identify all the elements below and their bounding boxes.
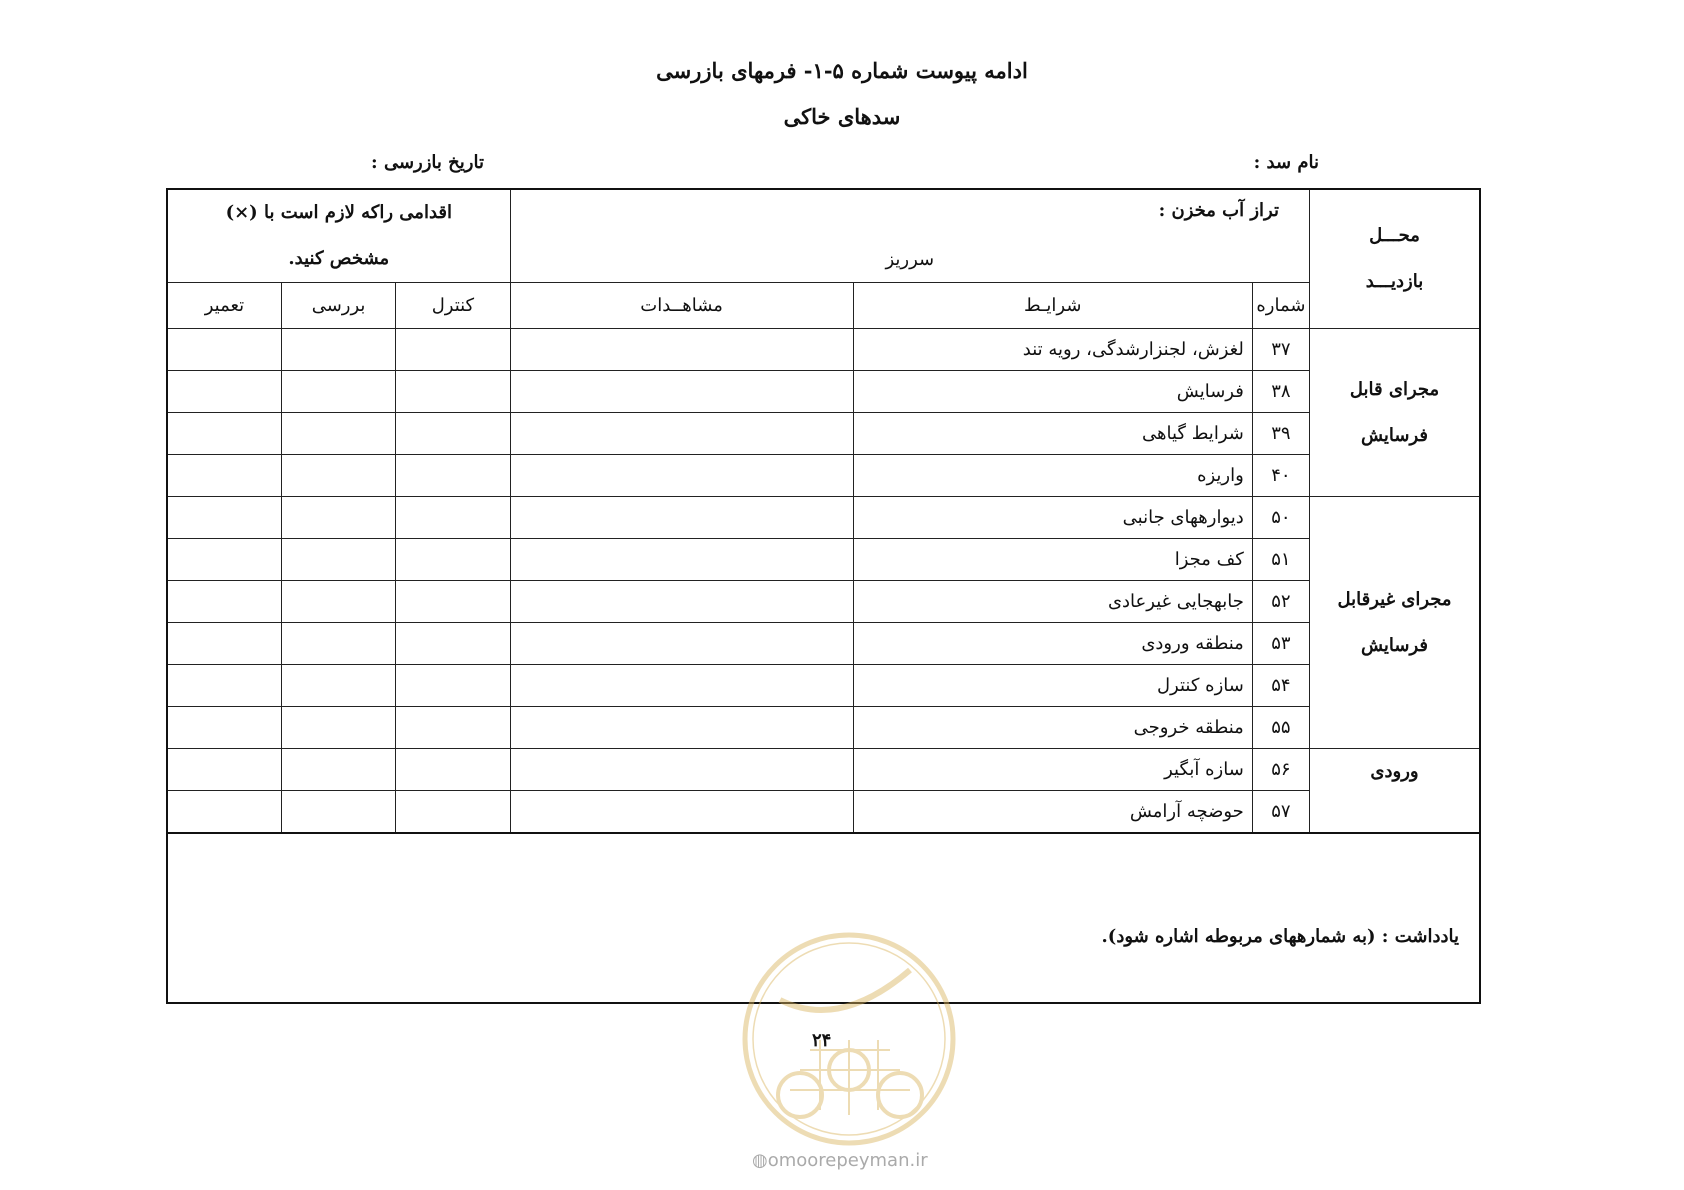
page-subtitle: سدهای خاکی [783,104,901,129]
col-number: شماره [1252,283,1309,329]
row-condition: واریزه [853,455,1252,497]
repair-cell[interactable] [167,413,281,455]
row-condition: لغزش، لجنزارشدگی، رویه تند [853,329,1252,371]
review-cell[interactable] [281,749,395,791]
review-cell[interactable] [281,707,395,749]
row-condition: سازه کنترل [853,665,1252,707]
row-condition: شرایط گیاهی [853,413,1252,455]
observations-cell[interactable] [510,539,853,581]
table-row [167,623,1480,665]
review-cell[interactable] [281,623,395,665]
location-cell: ورودی [1310,749,1481,833]
col-review: بررسی [281,283,395,329]
observations-cell[interactable] [510,329,853,371]
observations-cell[interactable] [510,413,853,455]
watermark-url: ◍omoorepeyman.ir [752,1150,928,1171]
observations-cell[interactable] [510,749,853,791]
repair-cell[interactable] [167,665,281,707]
row-condition: دیوارههای جانبی [853,497,1252,539]
row-condition: منطقه خروجی [853,707,1252,749]
observations-cell[interactable] [510,623,853,665]
control-cell[interactable] [396,329,510,371]
row-number: ۳۹ [1252,413,1309,455]
inspection-date-label: تاریخ بازرسی : [371,152,484,173]
control-cell[interactable] [396,539,510,581]
location-header: محـــل بازدیـــد [1310,189,1481,329]
row-condition: جابهجایی غیرعادی [853,581,1252,623]
col-condition: شرایـط [853,283,1252,329]
row-number: ۵۲ [1252,581,1309,623]
repair-cell[interactable] [167,329,281,371]
page-title: ادامه پیوست شماره ۵-۱- فرمهای بازرسی [656,58,1028,83]
review-cell[interactable] [281,329,395,371]
control-cell[interactable] [396,581,510,623]
row-number: ۵۷ [1252,791,1309,833]
row-number: ۵۰ [1252,497,1309,539]
location-cell: مجرای قابل فرسایش [1310,329,1481,497]
inspection-table [166,188,1481,834]
row-condition: کف مجزا [853,539,1252,581]
table-row [167,497,1480,539]
repair-cell[interactable] [167,749,281,791]
control-cell[interactable] [396,749,510,791]
observations-cell[interactable] [510,665,853,707]
control-cell[interactable] [396,455,510,497]
col-observations: مشاهــدات [510,283,853,329]
row-condition: فرسایش [853,371,1252,413]
table-row [167,329,1480,371]
action-header: اقدامی راکه لازم است با (×) مشخص کنید. [167,189,510,283]
repair-cell[interactable] [167,707,281,749]
table-row [167,413,1480,455]
control-cell[interactable] [396,707,510,749]
section-title: سرریز [510,236,1309,282]
row-number: ۵۱ [1252,539,1309,581]
repair-cell[interactable] [167,539,281,581]
table-row [167,665,1480,707]
row-number: ۵۶ [1252,749,1309,791]
review-cell[interactable] [281,371,395,413]
repair-cell[interactable] [167,455,281,497]
repair-cell[interactable] [167,371,281,413]
observations-cell[interactable] [510,497,853,539]
review-cell[interactable] [281,497,395,539]
review-cell[interactable] [281,581,395,623]
row-number: ۳۷ [1252,329,1309,371]
globe-icon: ◍ [752,1150,768,1171]
table-row [167,371,1480,413]
table-row [167,539,1480,581]
note-label: یادداشت : (به شمارههای مربوطه اشاره شود). [1101,926,1459,947]
control-cell[interactable] [396,413,510,455]
review-cell[interactable] [281,455,395,497]
observations-cell[interactable] [510,581,853,623]
row-number: ۳۸ [1252,371,1309,413]
review-cell[interactable] [281,539,395,581]
row-condition: منطقه ورودی [853,623,1252,665]
dam-name-label: نام سد : [1253,152,1319,173]
control-cell[interactable] [396,497,510,539]
table-row [167,749,1480,791]
location-cell: مجرای غیرقابل فرسایش [1310,497,1481,749]
reservoir-level-label: تراز آب مخزن : [510,189,1309,236]
row-condition: سازه آبگیر [853,749,1252,791]
page-number: ۲۴ [812,1030,832,1051]
col-repair: تعمیر [167,283,281,329]
control-cell[interactable] [396,623,510,665]
repair-cell[interactable] [167,581,281,623]
row-number: ۵۳ [1252,623,1309,665]
observations-cell[interactable] [510,707,853,749]
table-row [167,707,1480,749]
control-cell[interactable] [396,371,510,413]
table-row [167,455,1480,497]
observations-cell[interactable] [510,371,853,413]
review-cell[interactable] [281,665,395,707]
row-number: ۴۰ [1252,455,1309,497]
row-condition: حوضچه آرامش [853,791,1252,833]
repair-cell[interactable] [167,623,281,665]
col-control: کنترل [396,283,510,329]
observations-cell[interactable] [510,455,853,497]
repair-cell[interactable] [167,497,281,539]
row-number: ۵۵ [1252,707,1309,749]
review-cell[interactable] [281,413,395,455]
row-number: ۵۴ [1252,665,1309,707]
watermark-seal [740,930,958,1148]
table-row [167,581,1480,623]
control-cell[interactable] [396,665,510,707]
